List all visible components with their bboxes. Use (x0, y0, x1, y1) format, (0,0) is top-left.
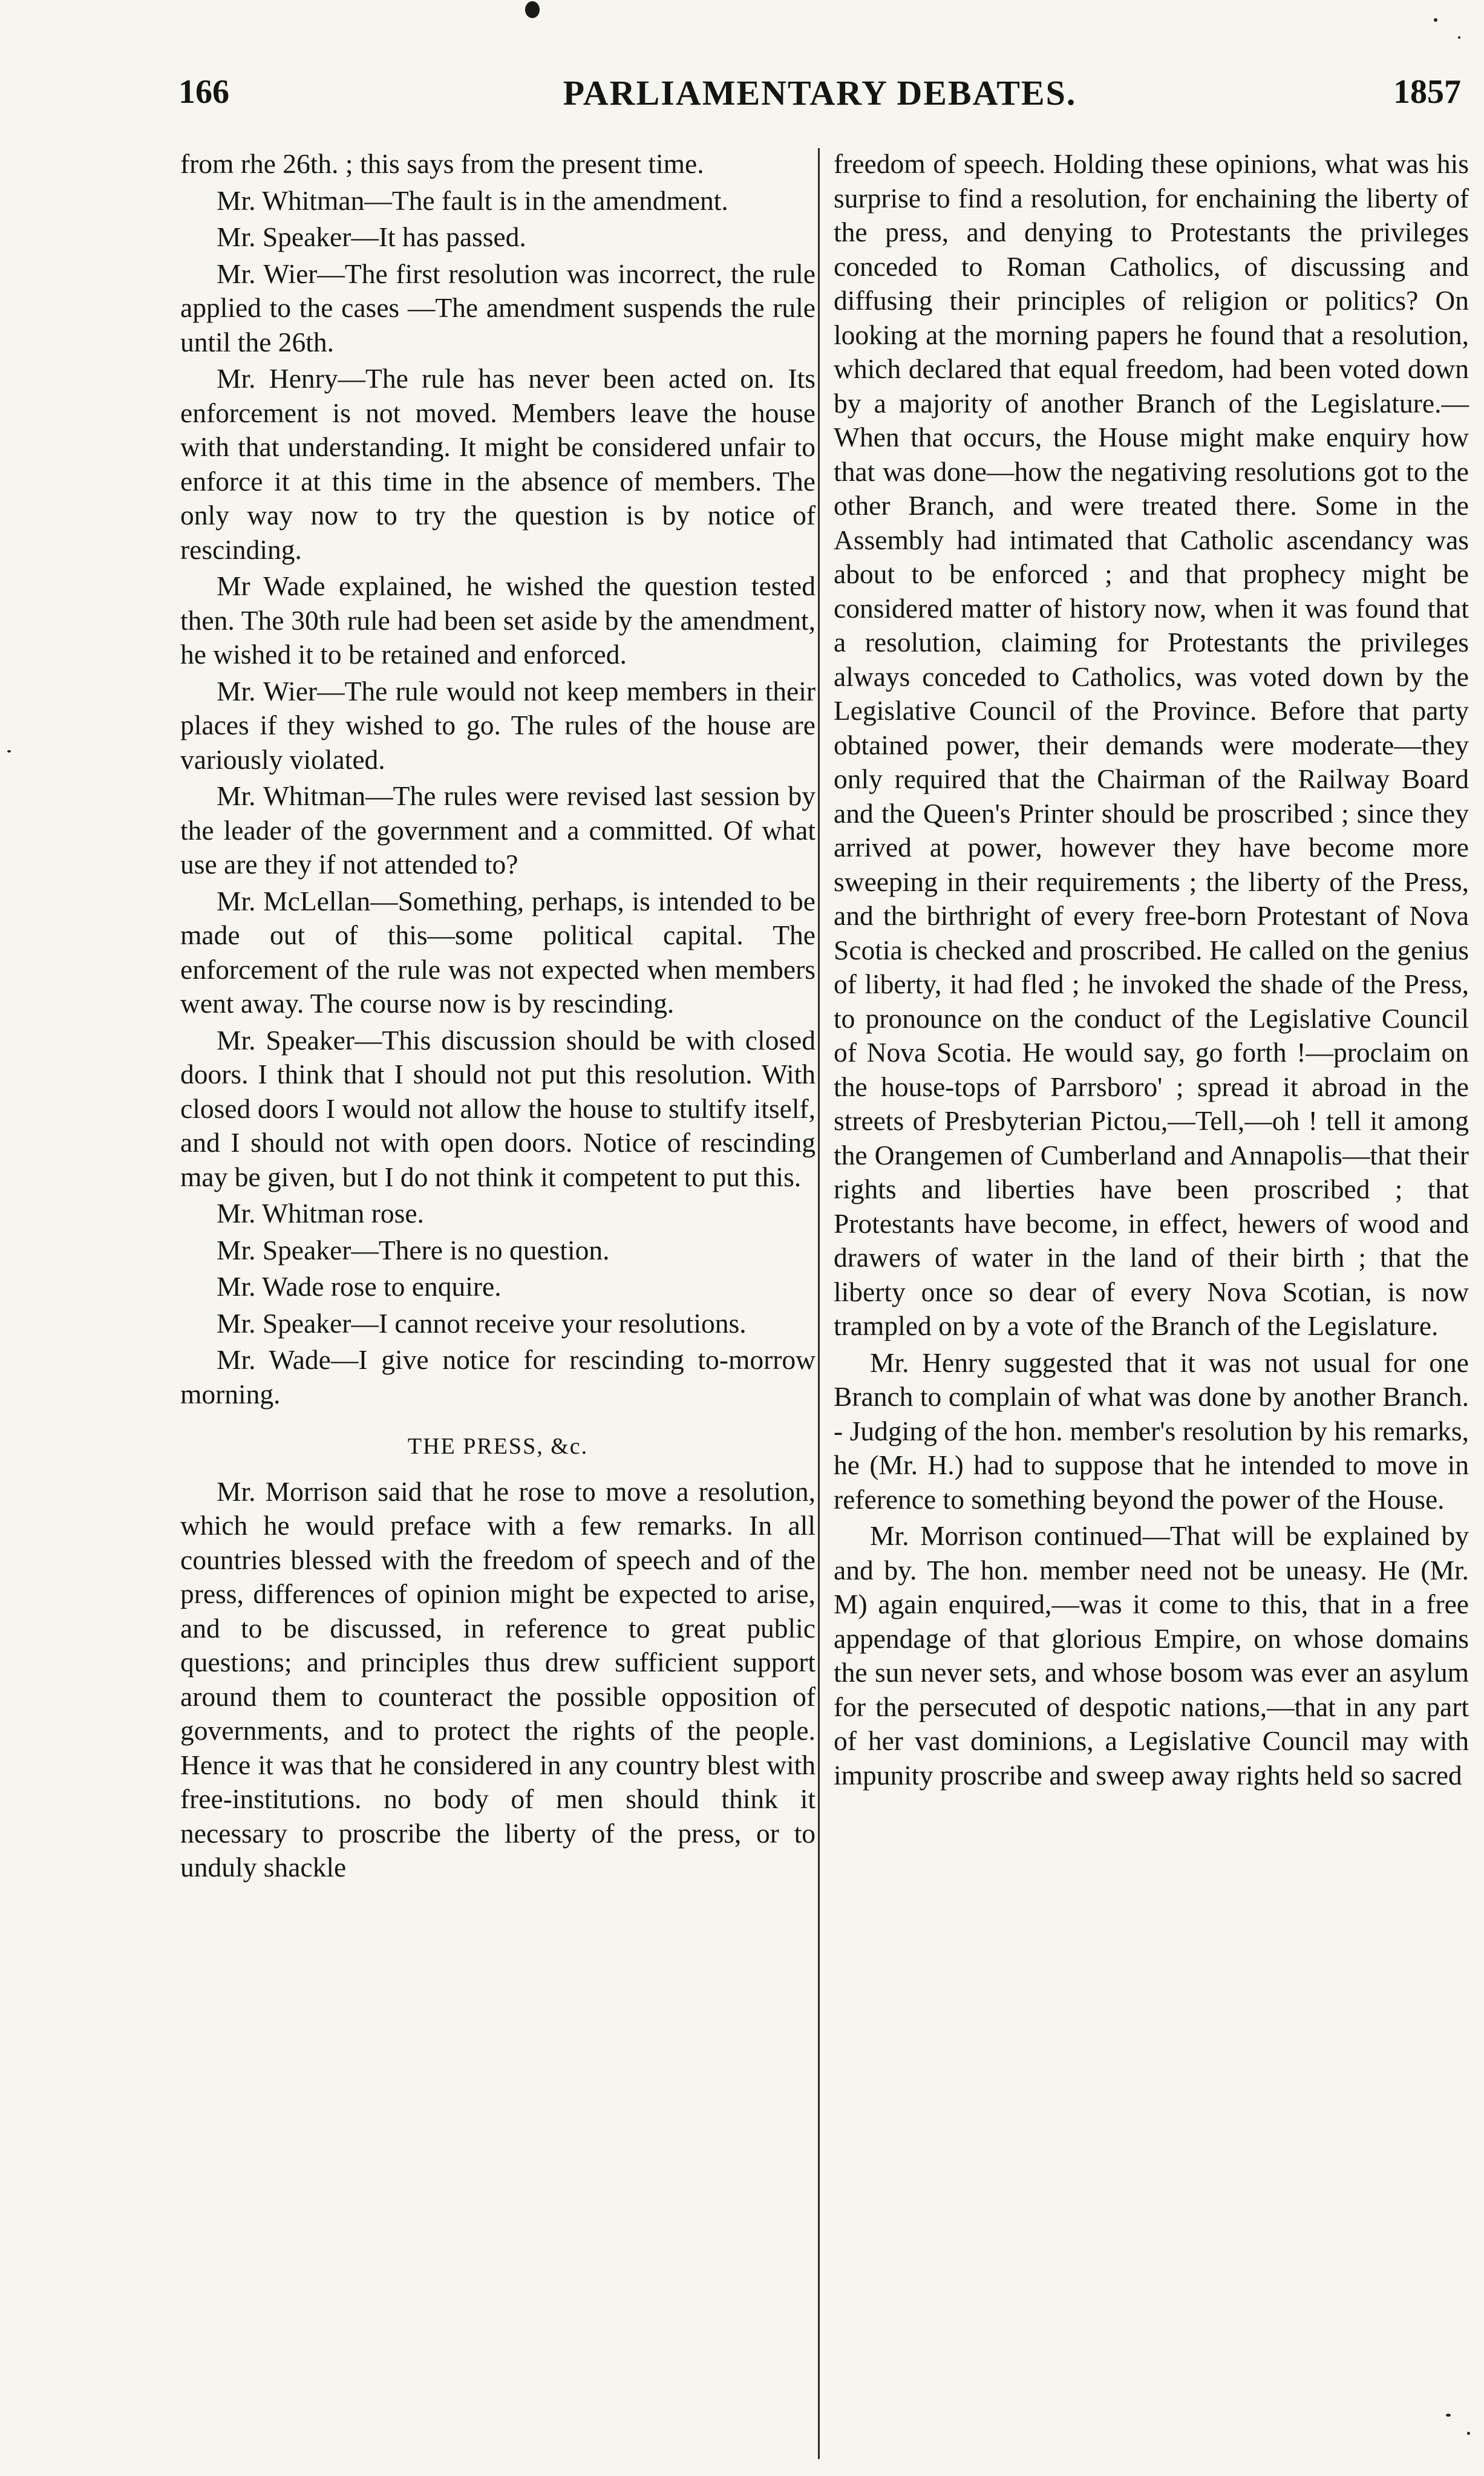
ink-speck (7, 750, 11, 753)
paragraph: Mr. Whitman—The fault is in the amendment. (217, 185, 728, 216)
paragraph: Mr. Wade—I give notice for rescinding to-morrow morning. (180, 1344, 816, 1409)
paragraph: Mr. Wade rose to enquire. (217, 1271, 502, 1302)
ink-speck (1458, 36, 1460, 39)
paragraph: Mr. Morrison continued—That will be explained by and by. The hon. member need not be uneasy. He (Mr. M) again enquired,—was it come to this, that in a free appendage of that glorious Empire, on whose domains the sun never sets, and whose bosom was ever an asylum for the persecuted of despotic nations,—that in any part of her vast dominions, a Legislative Council may with impunity proscribe and sweep away rights held so sacred (834, 1520, 1469, 1791)
paragraph: Mr. Wier—The first resolution was incorrect, the rule applied to the cases —The amendment suspends the rule until the 26th. (180, 258, 816, 358)
left-column (180, 147, 816, 1887)
paragraph: Mr. Speaker—It has passed. (217, 221, 526, 252)
page-number: 166 (178, 73, 229, 111)
paragraph: freedom of speech. Holding these opinions, what was his surprise to find a resolution, for enchaining the liberty of the press, and denying to Protestants the privileges conceded to Roman Catholics, of discussing and diffusing their principles of religion or politics? On looking at the morning papers he found that a resolution, which declared that equal freedom, had been voted down by a majority of another Branch of the Legislature.— When that occurs, the House might make enquiry how that was done—how the negativing resolutions got to the other Branch, and were treated there. Some in the Assembly had intimated that Catholic ascendancy was about to be enforced ; and that prophecy might be considered matter of history now, when it was found that a resolution, claiming for Protestants the privileges always conceded to Catholics, was voted down by the Legislative Council of the Province. Before that party obtained power, their demands were moderate—they only required that the Chairman of the Railway Board and the Queen's Printer should be proscribed ; since they arrived at power, however they have become more sweeping in their requirements ; the liberty of the Press, and the birthright of every free-born Protestant of Nova Scotia is checked and proscribed. He called on the genius of liberty, it had fled ; he invoked the shade of the Press, to pronounce on the conduct of the Legislative Council of Nova Scotia. He would say, go forth !—proclaim on the house-tops of Parrsboro' ; spread it abroad in the streets of Presbyterian Pictou,—Tell,—oh ! tell it among the Orangemen of Cumberland and Annapolis—that their rights and liberties have been proscribed ; that Protestants have become, in effect, hewers of wood and drawers of water in the land of their birth ; that the liberty once so dear of every Nova Scotian, is now trampled on by a vote of the Branch of the Legislature. (834, 148, 1469, 1341)
page-header (178, 73, 1461, 121)
paragraph: Mr. Whitman—The rules were revised last session by the leader of the government and a committed. Of what use are they if not attended to? (180, 780, 816, 880)
ink-blot (525, 1, 540, 18)
paragraph: Mr. Henry—The rule has never been acted on. Its enforcement is not moved. Members leave the house with that understanding. It might be considered unfair to enforce it at this time in the absence of members. The only way now to try the question is by notice of rescinding. (180, 363, 816, 565)
page-title: PARLIAMENTARY DEBATES. (563, 73, 1077, 113)
ink-speck (1434, 18, 1437, 22)
paragraph: Mr. Morrison said that he rose to move a resolution, which he would preface with a few remarks. In all countries blessed with the freedom of speech and of the press, differences of opinion might be expected to arise, and to be discussed, in reference to great public questions; and principles thus drew sufficient support around them to counteract the possible opposition of governments, and to protect the rights of the people. Hence it was that he considered in any country blest with free-institutions. no body of men should think it necessary to proscribe the liberty of the press, or to unduly shackle (180, 1475, 816, 1883)
paragraph: Mr. Speaker—There is no question. (217, 1234, 610, 1266)
ink-speck (1446, 2414, 1451, 2417)
paragraph: from rhe 26th. ; this says from the present time. (180, 148, 704, 179)
paragraph: Mr. Henry suggested that it was not usual for one Branch to complain of what was done by another Branch. - Judging of the hon. member's resolution by his remarks, he (Mr. H.) had to suppose that he intended to move in reference to something beyond the power of the House. (834, 1347, 1469, 1515)
column-divider (818, 148, 820, 2459)
paragraph: Mr. McLellan—Something, perhaps, is intended to be made out of this—some political capital. The enforcement of the rule was not expected when members went away. The course now is by rescinding. (180, 885, 816, 1019)
section-heading: THE PRESS, &c. (407, 1434, 589, 1459)
right-column (834, 147, 1469, 1795)
page-year: 1857 (1393, 73, 1461, 111)
ink-speck (1467, 2432, 1470, 2435)
paragraph: Mr. Speaker—I cannot receive your resolutions. (217, 1307, 747, 1339)
paragraph: Mr. Wier—The rule would not keep members in their places if they wished to go. The rules of the house are variously violated. (180, 675, 816, 775)
paragraph: Mr Wade explained, he wished the question tested then. The 30th rule had been set aside by the amendment, he wished it to be retained and enforced. (180, 570, 816, 670)
paragraph: Mr. Speaker—This discussion should be with closed doors. I think that I should not put this resolution. With closed doors I would not allow the house to stultify itself, and I should not with open doors. Notice of rescinding may be given, but I do not think it competent to put this. (180, 1024, 816, 1192)
paragraph: Mr. Whitman rose. (217, 1198, 424, 1229)
